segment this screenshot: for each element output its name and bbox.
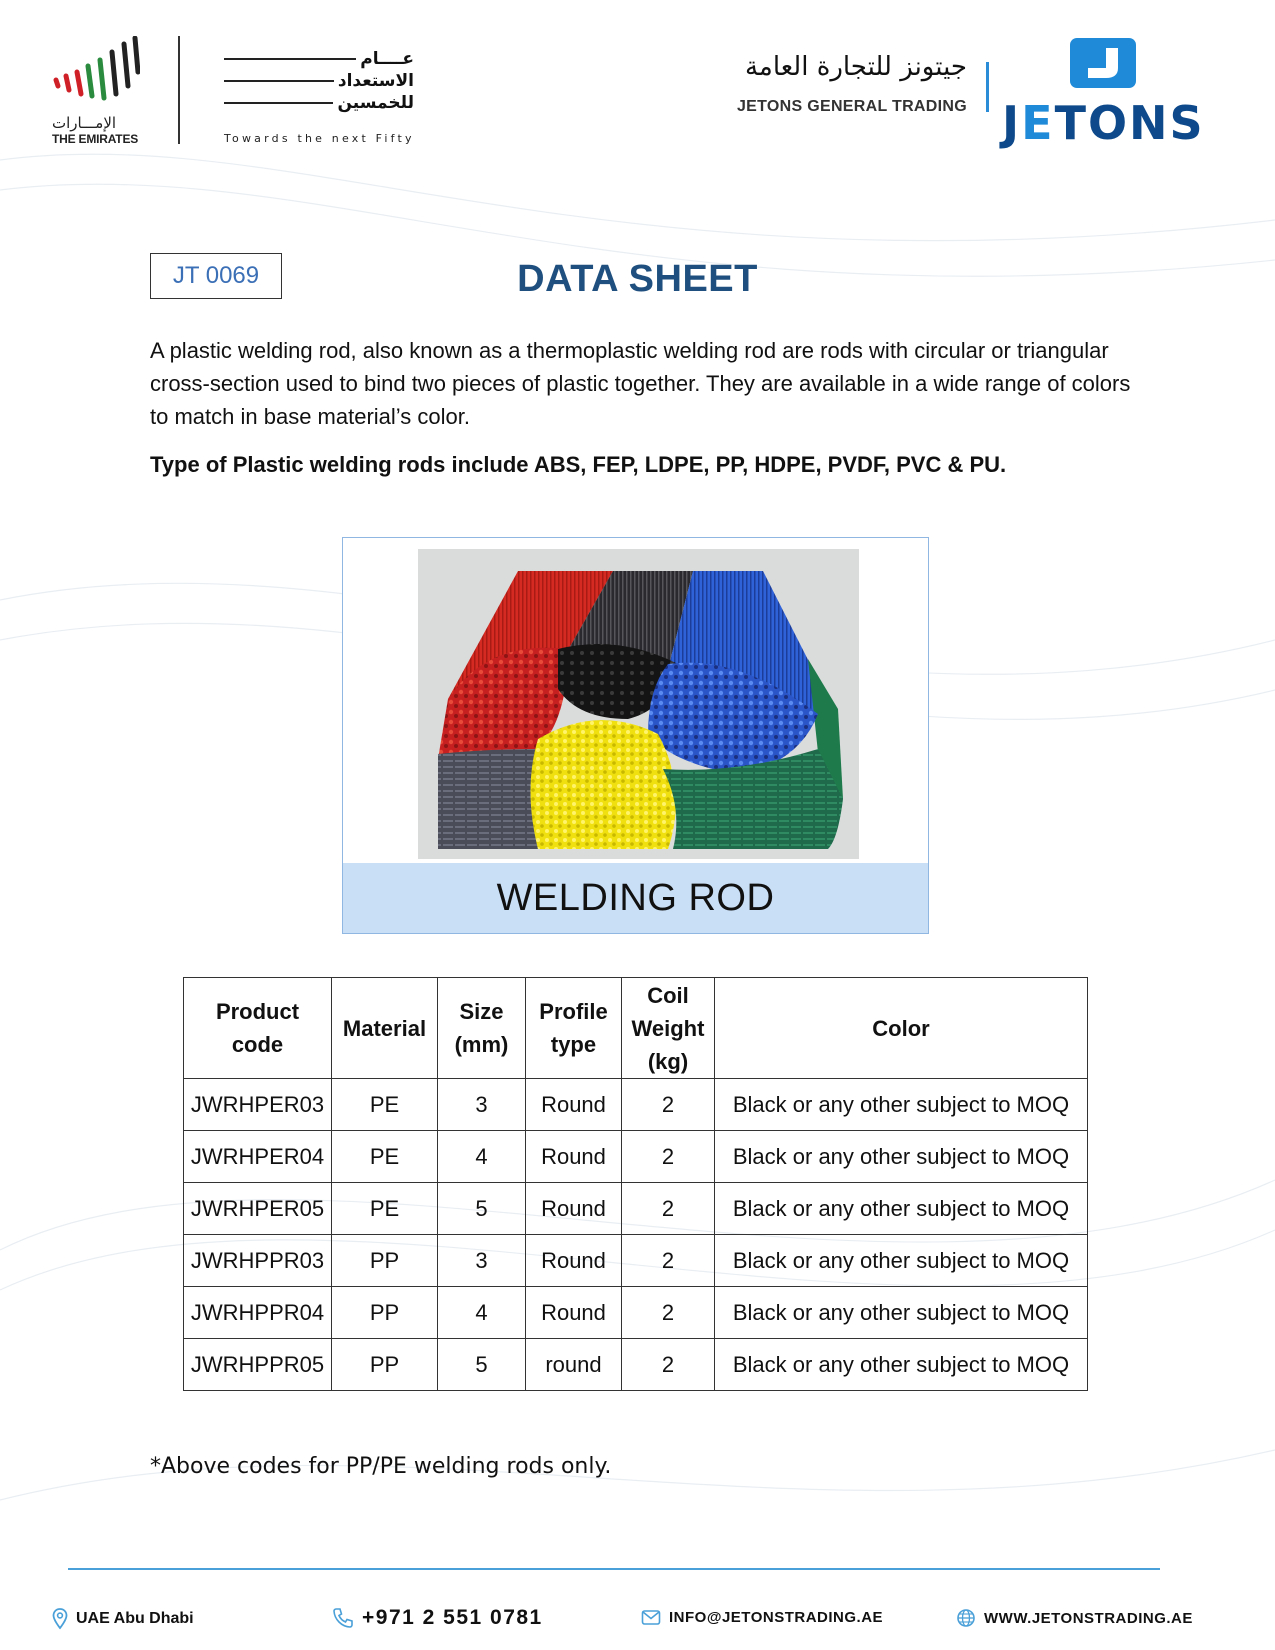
image-caption: WELDING ROD <box>343 863 928 933</box>
cell-color: Black or any other subject to MOQ <box>715 1183 1088 1235</box>
website-text: WWW.JETONSTRADING.AE <box>984 1609 1193 1627</box>
cell-material: PP <box>332 1339 438 1391</box>
cell-coil-weight: 2 <box>622 1287 715 1339</box>
document-code: JT 0069 <box>172 262 260 289</box>
location-pin-icon <box>52 1608 68 1630</box>
year-of-fifty-logo <box>224 48 414 148</box>
email-text: INFO@JETONSTRADING.AE <box>669 1608 884 1626</box>
col-header-size: Size (mm) <box>438 978 526 1079</box>
cell-product-code: JWRHPER04 <box>184 1131 332 1183</box>
location-text: UAE Abu Dhabi <box>76 1610 194 1627</box>
cell-size: 5 <box>438 1183 526 1235</box>
globe-icon <box>956 1608 976 1628</box>
mail-icon <box>641 1608 661 1626</box>
year-line-3 <box>224 92 414 114</box>
cell-color: Black or any other subject to MOQ <box>715 1131 1088 1183</box>
table-row <box>184 1183 1088 1235</box>
product-spec-table <box>183 977 1088 1391</box>
year-arabic-line: الاستعداد <box>337 71 414 91</box>
phone-icon <box>332 1607 354 1629</box>
phone-text: +971 2 551 0781 <box>362 1606 543 1629</box>
jetons-logo-mark-icon <box>1070 38 1136 88</box>
wordmark-tons: TONS <box>1054 96 1205 150</box>
footer-location <box>52 1608 194 1630</box>
table-header-row <box>184 978 1088 1079</box>
cell-size: 5 <box>438 1339 526 1391</box>
year-line-1 <box>224 48 414 70</box>
year-arabic-line: للخمسين <box>337 93 414 113</box>
cell-profile-type: Round <box>526 1235 622 1287</box>
col-header-profile-type: Profile type <box>526 978 622 1079</box>
cell-profile-type: Round <box>526 1183 622 1235</box>
cell-coil-weight: 2 <box>622 1079 715 1131</box>
header-divider <box>178 36 180 144</box>
company-english-name: JETONS GENERAL TRADING <box>736 98 967 115</box>
wordmark-j: J <box>1002 96 1022 150</box>
cell-profile-type: Round <box>526 1079 622 1131</box>
cell-coil-weight: 2 <box>622 1339 715 1391</box>
cell-size: 3 <box>438 1079 526 1131</box>
footer-divider <box>68 1568 1160 1570</box>
table-row <box>184 1287 1088 1339</box>
rod-types-line: Type of Plastic welding rods include ABS, FEP, LDPE, PP, HDPE, PVDF, PVC & PU. <box>150 452 1007 477</box>
col-header-coil-weight: Coil Weight (kg) <box>622 978 715 1079</box>
cell-coil-weight: 2 <box>622 1131 715 1183</box>
cell-coil-weight: 2 <box>622 1235 715 1287</box>
footer-email[interactable] <box>641 1608 883 1626</box>
cell-profile-type: Round <box>526 1131 622 1183</box>
cell-product-code: JWRHPPR04 <box>184 1287 332 1339</box>
col-header-color: Color <box>715 978 1088 1079</box>
welding-rods-photo <box>418 549 859 859</box>
cell-color: Black or any other subject to MOQ <box>715 1287 1088 1339</box>
table-row <box>184 1079 1088 1131</box>
table-row <box>184 1235 1088 1287</box>
year-arabic-line: عــــام <box>360 49 414 69</box>
product-description: A plastic welding rod, also known as a thermoplastic welding rod are rods with circular or triangular cross-section used to bind two pieces of plastic together. They are available in a wide range of colors to match in base material’s color. <box>150 338 1131 429</box>
cell-size: 3 <box>438 1235 526 1287</box>
page-title: DATA SHEET <box>517 258 758 300</box>
brand-separator <box>986 62 989 112</box>
year-line-2 <box>224 70 414 92</box>
year-tagline: Towards the next Fifty <box>224 132 415 145</box>
cell-color: Black or any other subject to MOQ <box>715 1339 1088 1391</box>
jetons-wordmark <box>1002 96 1205 150</box>
company-arabic-name: جيتونز للتجارة العامة <box>744 52 967 82</box>
footer-phone[interactable] <box>332 1606 543 1630</box>
footnote: *Above codes for PP/PE welding rods only. <box>150 1454 612 1479</box>
cell-profile-type: round <box>526 1339 622 1391</box>
emirates-flag-bars-icon <box>50 36 140 108</box>
cell-color: Black or any other subject to MOQ <box>715 1079 1088 1131</box>
footer-website[interactable] <box>956 1608 1193 1628</box>
cell-product-code: JWRHPER03 <box>184 1079 332 1131</box>
col-header-product-code: Product code <box>184 978 332 1079</box>
col-header-material: Material <box>332 978 438 1079</box>
the-emirates-logo <box>50 36 140 146</box>
cell-size: 4 <box>438 1131 526 1183</box>
emirates-english-text: THE EMIRATES <box>52 132 139 146</box>
table-row <box>184 1339 1088 1391</box>
cell-material: PP <box>332 1287 438 1339</box>
table-row <box>184 1131 1088 1183</box>
cell-material: PP <box>332 1235 438 1287</box>
cell-material: PE <box>332 1079 438 1131</box>
wordmark-e: E <box>1021 96 1055 150</box>
cell-coil-weight: 2 <box>622 1183 715 1235</box>
cell-color: Black or any other subject to MOQ <box>715 1235 1088 1287</box>
product-image-panel <box>342 537 929 934</box>
cell-product-code: JWRHPER05 <box>184 1183 332 1235</box>
cell-material: PE <box>332 1183 438 1235</box>
emirates-arabic-text: الإمـــارات <box>52 114 117 132</box>
cell-material: PE <box>332 1131 438 1183</box>
cell-product-code: JWRHPPR03 <box>184 1235 332 1287</box>
cell-product-code: JWRHPPR05 <box>184 1339 332 1391</box>
cell-size: 4 <box>438 1287 526 1339</box>
cell-profile-type: Round <box>526 1287 622 1339</box>
